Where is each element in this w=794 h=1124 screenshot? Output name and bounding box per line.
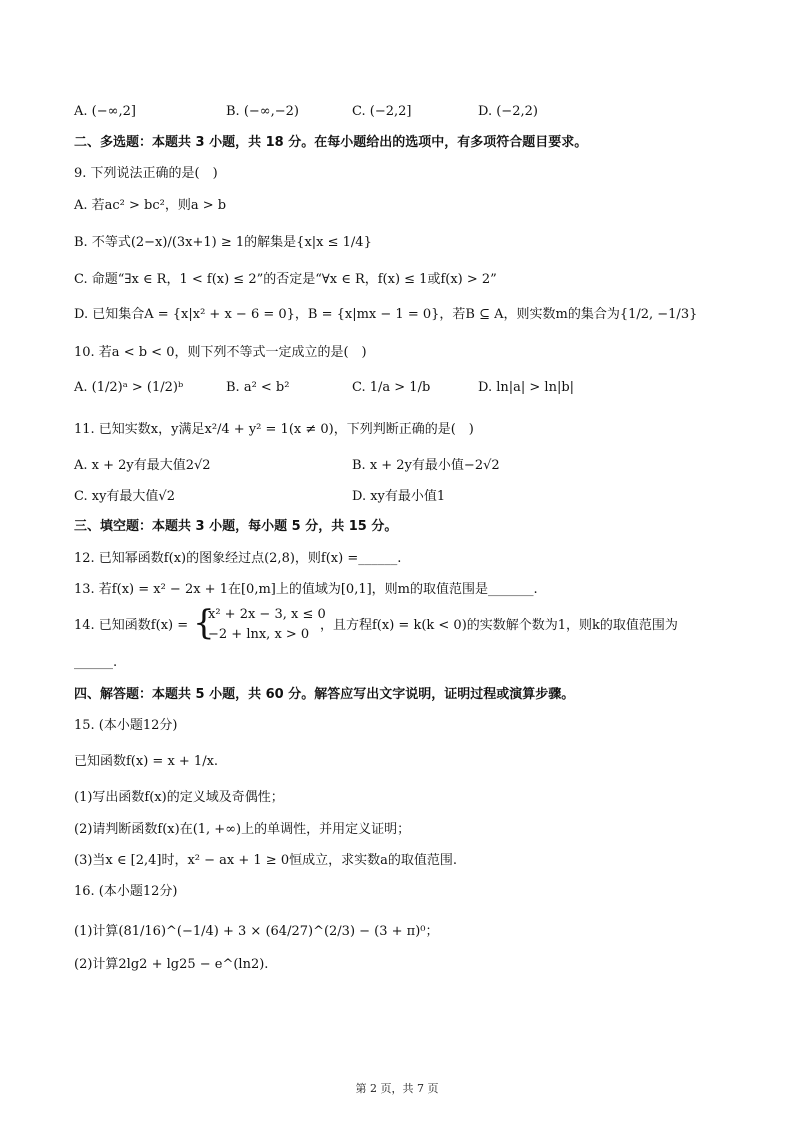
q15-part-2: (2)请判断函数f(x)在(1, +∞)上的单调性，并用定义证明； <box>74 822 411 837</box>
q14-suffix: ，且方程f(x) = k(k < 0)的实数解个数为1，则k的取值范围为 <box>320 618 678 633</box>
q9-option-b: B. 不等式(2−x)/(3x+1) ≥ 1的解集是{x|x ≤ 1/4} <box>74 235 372 250</box>
section-2-heading: 二、多选题：本题共 3 小题，共 18 分。在每小题给出的选项中，有多项符合题目要求。 <box>74 135 588 150</box>
q16-part-2: (2)计算2lg2 + lg25 − e^(ln2). <box>74 957 269 972</box>
q10-option-a: A. (1/2)ᵃ > (1/2)ᵇ <box>74 380 184 395</box>
q8-option-b: B. (−∞,−2) <box>226 104 299 119</box>
q10-option-c: C. 1/a > 1/b <box>352 380 431 395</box>
q12-text: 12. 已知幂函数f(x)的图象经过点(2,8)，则f(x) =______. <box>74 551 402 566</box>
q14-brace: { <box>193 603 215 643</box>
q11-option-b: B. x + 2y有最小值−2√2 <box>352 458 500 473</box>
q14-case-1: x² + 2x − 3, x ≤ 0 <box>208 607 326 622</box>
q8-option-c: C. (−2,2] <box>352 104 412 119</box>
section-4-heading: 四、解答题：本题共 5 小题，共 60 分。解答应写出文字说明，证明过程或演算步骤。 <box>74 687 575 702</box>
q16-header: 16. (本小题12分) <box>74 884 178 899</box>
q14-blank: ______. <box>74 655 118 670</box>
q15-part-1: (1)写出函数f(x)的定义域及奇偶性； <box>74 790 284 805</box>
q10-option-d: D. ln|a| > ln|b| <box>478 380 575 395</box>
section-3-heading: 三、填空题：本题共 3 小题，每小题 5 分，共 15 分。 <box>74 519 398 534</box>
q8-option-d: D. (−2,2) <box>478 104 538 119</box>
q13-text: 13. 若f(x) = x² − 2x + 1在[0,m]上的值域为[0,1]，则m的取值范围是_______. <box>74 582 538 597</box>
q10-stem: 10. 若a < b < 0，则下列不等式一定成立的是( ) <box>74 345 367 360</box>
q11-option-d: D. xy有最小值1 <box>352 489 446 504</box>
page-footer: 第 2 页，共 7 页 <box>355 1082 439 1095</box>
q14-prefix: 14. 已知函数f(x) = <box>74 618 189 633</box>
q11-option-a: A. x + 2y有最大值2√2 <box>74 458 211 473</box>
q9-option-c: C. 命题“∃x ∈ R，1 < f(x) ≤ 2”的否定是“∀x ∈ R，f(x) ≤ 1或f(x) > 2” <box>74 272 497 287</box>
q15-part-3: (3)当x ∈ [2,4]时，x² − ax + 1 ≥ 0恒成立，求实数a的取值范围. <box>74 853 457 868</box>
q16-part-1: (1)计算(81/16)^(−1/4) + 3 × (64/27)^(2/3) − (3 + π)⁰； <box>74 924 439 939</box>
q11-option-c: C. xy有最大值√2 <box>74 489 175 504</box>
q8-option-a: A. (−∞,2] <box>74 104 136 119</box>
q11-stem: 11. 已知实数x，y满足x²/4 + y² = 1(x ≠ 0)，下列判断正确的是( ) <box>74 422 474 437</box>
q9-option-a: A. 若ac² > bc²，则a > b <box>74 198 227 213</box>
q10-option-b: B. a² < b² <box>226 380 290 395</box>
q15-header: 15. (本小题12分) <box>74 718 178 733</box>
q9-stem: 9. 下列说法正确的是( ) <box>74 166 218 181</box>
q9-option-d: D. 已知集合A = {x|x² + x − 6 = 0}，B = {x|mx − 1 = 0}，若B ⊆ A，则实数m的集合为{1/2, −1/3} <box>74 307 698 322</box>
q14-case-2: −2 + lnx, x > 0 <box>208 627 310 642</box>
q15-given: 已知函数f(x) = x + 1/x. <box>74 754 219 769</box>
